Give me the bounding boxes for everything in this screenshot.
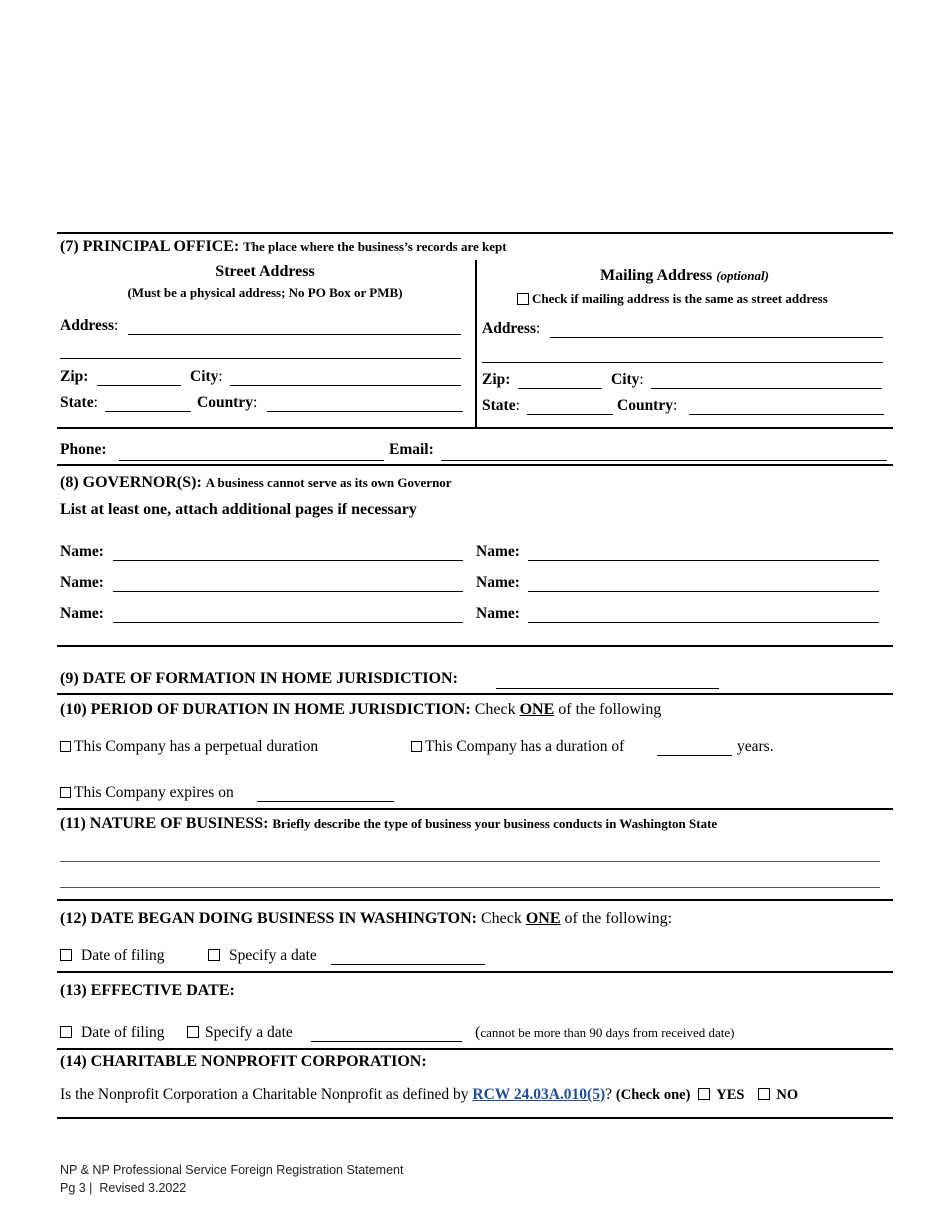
- section-8-heading: (8) GOVERNOR(S):: [60, 474, 202, 491]
- street-city-label: City:: [190, 368, 223, 385]
- phone-label: Phone:: [60, 441, 107, 458]
- section-9-heading: (9) DATE OF FORMATION IN HOME JURISDICTION:: [60, 670, 458, 687]
- mailing-state-input[interactable]: [527, 414, 613, 415]
- section-11-bottom-rule: [57, 899, 893, 901]
- began-date-of-filing-option: Date of filing: [60, 947, 165, 965]
- section-7-column-divider: [475, 260, 477, 427]
- section-8-subheading: A business cannot serve as its own Governor: [205, 475, 452, 490]
- street-zip-input[interactable]: [97, 385, 181, 386]
- mailing-optional: (optional): [716, 268, 769, 283]
- email-label: Email:: [389, 441, 434, 458]
- mailing-country-label: Country:: [617, 397, 678, 414]
- email-input[interactable]: [441, 460, 887, 461]
- section-10-bottom-rule: [57, 808, 893, 810]
- mailing-zip-input[interactable]: [518, 388, 602, 389]
- street-state-input[interactable]: [105, 411, 191, 412]
- perpetual-duration-checkbox[interactable]: [60, 741, 71, 752]
- section-10-header: (10) PERIOD OF DURATION IN HOME JURISDICTION: Check ONE of the following: [60, 701, 662, 718]
- street-state-label: State:: [60, 394, 98, 411]
- section-14-heading: (14) CHARITABLE NONPROFIT CORPORATION:: [60, 1053, 427, 1070]
- mailing-city-input[interactable]: [651, 388, 882, 389]
- mailing-zip-label: Zip:: [482, 371, 511, 388]
- street-address-title: Street Address: [215, 263, 315, 280]
- section-7-header: [60, 238, 507, 256]
- governor-name-input-4[interactable]: [528, 591, 879, 592]
- section-11-subheading: Briefly describe the type of business your business conducts in Washington State: [272, 816, 718, 831]
- duration-years-input[interactable]: [657, 755, 732, 756]
- street-country-label: Country:: [197, 394, 258, 411]
- duration-of-option: This Company has a duration of: [411, 738, 624, 756]
- street-address-line-1[interactable]: [128, 334, 461, 335]
- section-11-header: [60, 815, 717, 833]
- mailing-address-line-1[interactable]: [550, 337, 883, 338]
- phone-input[interactable]: [119, 460, 384, 461]
- governor-name-label-4: Name:: [476, 574, 520, 591]
- section-13-heading: (13) EFFECTIVE DATE:: [60, 982, 235, 999]
- same-as-street-checkbox[interactable]: [517, 293, 529, 305]
- expires-on-checkbox[interactable]: [60, 787, 71, 798]
- formation-date-input[interactable]: [496, 688, 719, 689]
- rcw-link[interactable]: RCW 24.03A.010(5): [472, 1086, 606, 1103]
- effective-date-of-filing-checkbox[interactable]: [60, 1026, 72, 1038]
- years-label: years.: [737, 738, 774, 755]
- section-11-heading: (11) NATURE OF BUSINESS:: [60, 815, 269, 832]
- street-country-input[interactable]: [267, 411, 463, 412]
- effective-specify-date-option: Specify a date: [187, 1024, 293, 1042]
- section-8-instruction: List at least one, attach additional pages if necessary: [60, 501, 417, 518]
- governor-name-label-2: Name:: [476, 543, 520, 560]
- began-specify-date-option: Specify a date: [208, 947, 317, 965]
- expires-on-option: This Company expires on: [60, 784, 234, 802]
- governor-name-input-3[interactable]: [113, 591, 463, 592]
- began-specify-date-input[interactable]: [331, 964, 485, 965]
- section-12-heading: (12) DATE BEGAN DOING BUSINESS IN WASHINGTON:: [60, 910, 477, 927]
- governor-name-input-2[interactable]: [528, 560, 879, 561]
- charitable-no-checkbox[interactable]: [758, 1088, 770, 1100]
- section-10-heading: (10) PERIOD OF DURATION IN HOME JURISDICTION:: [60, 701, 471, 718]
- mailing-address-title: Mailing Address (optional): [600, 267, 769, 284]
- mailing-city-label: City:: [611, 371, 644, 388]
- section-7-subheading: The place where the business’s records are kept: [243, 239, 507, 254]
- same-as-street-option: Check if mailing address is the same as street address: [517, 291, 828, 307]
- began-specify-date-checkbox[interactable]: [208, 949, 220, 961]
- governor-name-input-5[interactable]: [113, 622, 463, 623]
- mailing-country-input[interactable]: [689, 414, 884, 415]
- section-8-bottom-rule: [57, 645, 893, 647]
- section-12-bottom-rule: [57, 971, 893, 973]
- section-7-heading: (7) PRINCIPAL OFFICE:: [60, 238, 240, 255]
- expires-on-date-input[interactable]: [257, 801, 394, 802]
- section-7-top-rule: [57, 232, 893, 234]
- mailing-state-label: State:: [482, 397, 520, 414]
- duration-of-checkbox[interactable]: [411, 741, 422, 752]
- section-7-bottom-rule: [57, 464, 893, 466]
- street-city-input[interactable]: [230, 385, 461, 386]
- governor-name-input-1[interactable]: [113, 560, 463, 561]
- section-7-address-bottom-rule: [57, 427, 893, 429]
- effective-date-note: (cannot be more than 90 days from received date): [475, 1024, 735, 1041]
- section-13-bottom-rule: [57, 1048, 893, 1050]
- nature-of-business-line-1[interactable]: [60, 861, 880, 862]
- governor-name-label-6: Name:: [476, 605, 520, 622]
- governor-name-label-1: Name:: [60, 543, 104, 560]
- governor-name-label-3: Name:: [60, 574, 104, 591]
- footer-page: Pg 3 | Revised 3.2022: [60, 1181, 187, 1195]
- section-8-header: [60, 474, 452, 492]
- street-address-line-2[interactable]: [60, 358, 461, 359]
- governor-name-input-6[interactable]: [528, 622, 879, 623]
- effective-specify-date-input[interactable]: [311, 1041, 462, 1042]
- governor-name-label-5: Name:: [60, 605, 104, 622]
- perpetual-duration-option: This Company has a perpetual duration: [60, 738, 318, 756]
- charitable-yes-checkbox[interactable]: [698, 1088, 710, 1100]
- nature-of-business-line-2[interactable]: [60, 887, 880, 888]
- charitable-question: Is the Nonprofit Corporation a Charitable Nonprofit as defined by RCW 24.03A.010(5)? (Check one) YES NO: [60, 1086, 799, 1103]
- street-zip-label: Zip:: [60, 368, 89, 385]
- effective-date-of-filing-option: Date of filing: [60, 1024, 165, 1042]
- section-12-header: (12) DATE BEGAN DOING BUSINESS IN WASHINGTON: Check ONE of the following:: [60, 910, 673, 927]
- footer-title: NP & NP Professional Service Foreign Registration Statement: [60, 1163, 404, 1177]
- street-address-note: (Must be a physical address; No PO Box or PMB): [127, 285, 403, 300]
- effective-specify-date-checkbox[interactable]: [187, 1026, 199, 1038]
- section-14-bottom-rule: [57, 1117, 893, 1119]
- mailing-address-line-2[interactable]: [482, 362, 883, 363]
- street-address-label: Address:: [60, 317, 119, 334]
- began-date-of-filing-checkbox[interactable]: [60, 949, 72, 961]
- section-9-bottom-rule: [57, 693, 893, 695]
- mailing-address-label: Address:: [482, 320, 541, 337]
